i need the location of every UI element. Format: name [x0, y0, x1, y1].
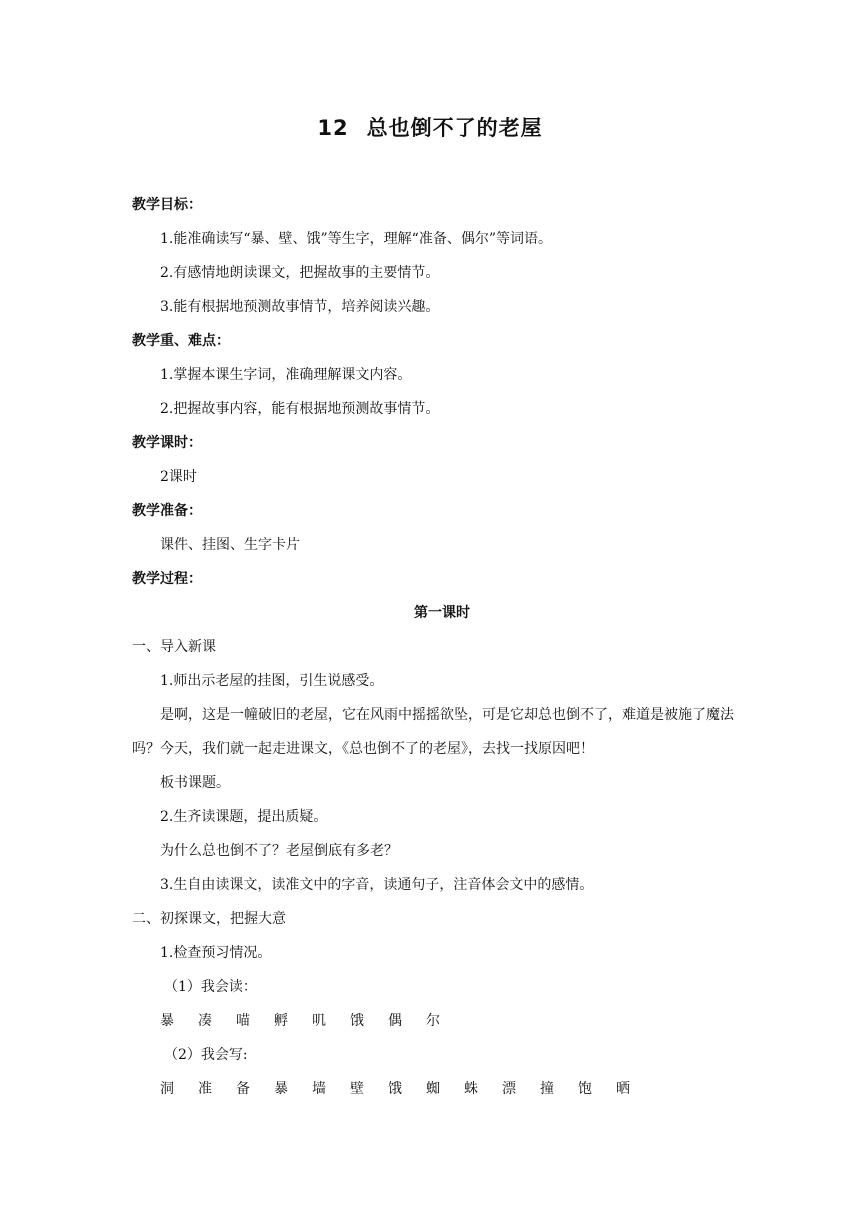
char-item: 喵 [236, 1013, 250, 1029]
step-item: 2.生齐读课题，提出质疑。 [160, 809, 328, 825]
lesson-number: 12 [317, 116, 349, 140]
hours-heading: 教学课时： [132, 435, 202, 451]
section-heading: 一、导入新课 [132, 639, 216, 655]
char-item: 洞 [160, 1081, 174, 1097]
char-item: 饱 [578, 1081, 592, 1097]
document-body [132, 188, 752, 1106]
read-char-list [132, 1004, 752, 1038]
objective-item: 1.能准确读写“暴、壁、饿”等生字，理解“准备、偶尔”等词语。 [160, 231, 552, 247]
step-item: 1.师出示老屋的挂图，引生说感受。 [160, 673, 384, 689]
body-paragraph: 是啊，这是一幢破旧的老屋，它在风雨中摇摇欲坠，可是它却总也倒不了，难道是被施了魔法吗？今天，我们就一起走进课文，《总也倒不了的老屋》，去找一找原因吧！ [132, 707, 734, 757]
section-heading: 二、初探课文，把握大意 [132, 911, 286, 927]
lesson-period-title: 第一课时 [414, 605, 470, 621]
question-text: 为什么总也倒不了？老屋倒底有多老？ [160, 843, 398, 859]
char-item: 墙 [312, 1081, 326, 1097]
lesson-title: 总也倒不了的老屋 [366, 116, 543, 140]
char-item: 备 [236, 1081, 250, 1097]
objective-item: 2.有感情地朗读课文，把握故事的主要情节。 [160, 265, 440, 281]
key-points-heading: 教学重、难点： [132, 333, 230, 349]
char-item: 蜘 [426, 1081, 440, 1097]
write-label: （2）我会写: [164, 1047, 248, 1063]
step-item: 1.检查预习情况。 [160, 945, 272, 961]
char-item: 漂 [502, 1081, 516, 1097]
key-point-item: 1.掌握本课生字词，准确理解课文内容。 [160, 367, 412, 383]
char-item: 尔 [426, 1013, 440, 1029]
char-item: 撞 [540, 1081, 554, 1097]
char-item: 暴 [274, 1081, 288, 1097]
char-item: 饿 [388, 1081, 402, 1097]
process-heading: 教学过程： [132, 571, 202, 587]
char-item: 孵 [274, 1013, 288, 1029]
char-item: 准 [198, 1081, 212, 1097]
char-item: 蛛 [464, 1081, 478, 1097]
step-item: 板书课题。 [160, 775, 230, 791]
objective-item: 3.能有根据地预测故事情节，培养阅读兴趣。 [160, 299, 440, 315]
key-point-item: 2.把握故事内容，能有根据地预测故事情节。 [160, 401, 440, 417]
objectives-heading: 教学目标： [132, 197, 202, 213]
char-item: 壁 [350, 1081, 364, 1097]
char-item: 暴 [160, 1013, 174, 1029]
char-item: 晒 [616, 1081, 630, 1097]
char-item: 偶 [388, 1013, 402, 1029]
step-item: 3.生自由读课文，读准文中的字音，读通句子，注音体会文中的感情。 [160, 877, 594, 893]
write-char-list [132, 1072, 752, 1106]
preparation-heading: 教学准备： [132, 503, 202, 519]
preparation-value: 课件、挂图、生字卡片 [160, 537, 300, 553]
char-item: 凑 [198, 1013, 212, 1029]
char-item: 饿 [350, 1013, 364, 1029]
char-item: 叽 [312, 1013, 326, 1029]
read-label: （1）我会读： [164, 979, 257, 995]
page-title [0, 112, 860, 142]
hours-value: 2课时 [160, 469, 197, 485]
